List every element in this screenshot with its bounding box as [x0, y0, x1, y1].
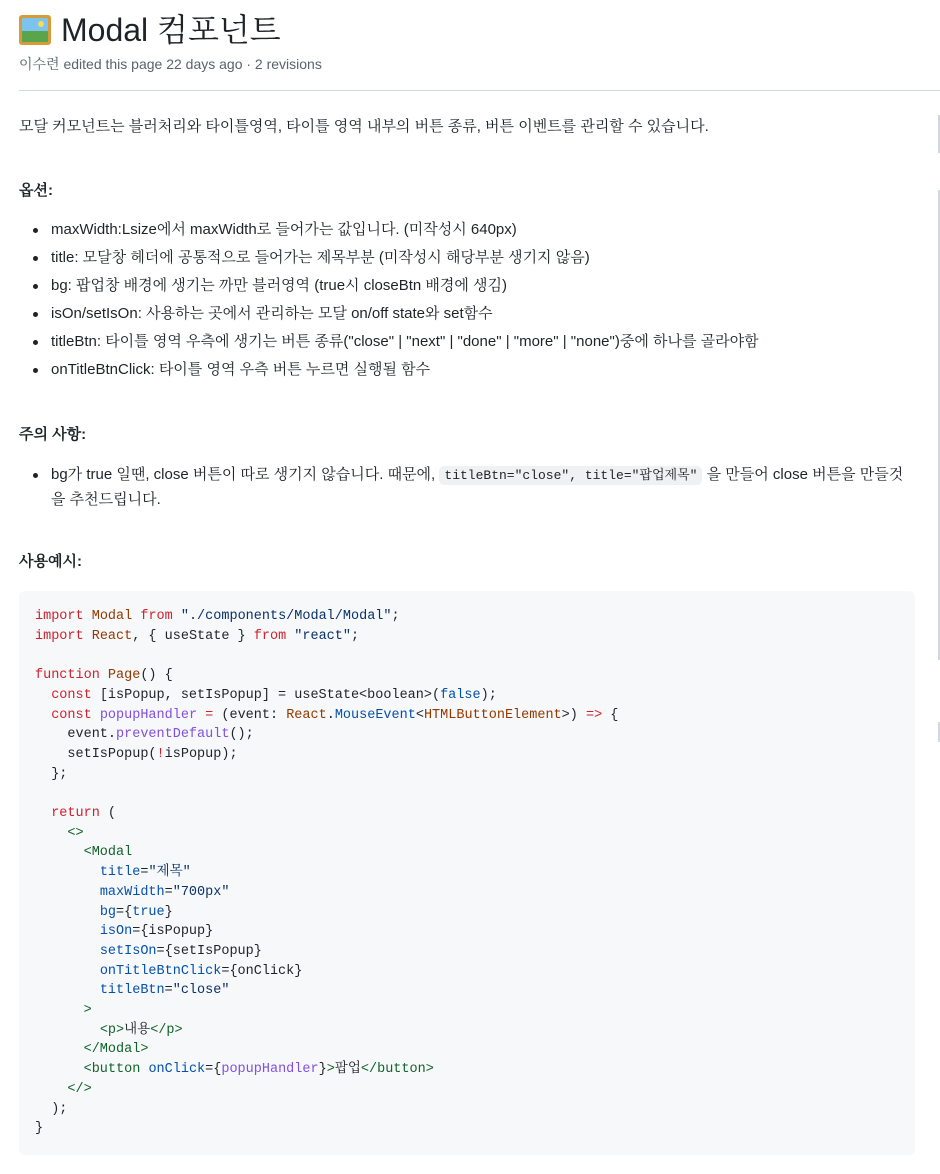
- list-item: isOn/setIsOn: 사용하는 곳에서 관리하는 모달 on/off state와 set함수: [19, 300, 909, 328]
- caution-heading: 주의 사항:: [19, 426, 87, 443]
- list-item: titleBtn: 타이틀 영역 우측에 생기는 버튼 종류("close" | "next" | "done" | "more" | "none")중에 하나를 골라야함: [19, 328, 909, 356]
- revision-meta[interactable]: 이수련 edited this page 22 days ago · 2 revisions: [19, 56, 322, 72]
- title-row: [19, 12, 281, 48]
- list-item: onTitleBtnClick: 타이틀 영역 우측 버튼 누르면 실행될 함수: [19, 356, 909, 384]
- code-block[interactable]: [19, 591, 915, 1155]
- caution-text-after: 을 만들어 close 버튼을 만들것을 추천드립니다.: [51, 466, 904, 508]
- intro-paragraph: 모달 커모넌트는 블러처리와 타이틀영역, 타이틀 영역 내부의 버튼 종류, 버튼 이벤트를 관리할 수 있습니다.: [19, 118, 709, 135]
- caution-item: [19, 463, 909, 512]
- options-heading: 옵션:: [19, 182, 53, 199]
- caution-text-before: bg가 true 일땐, close 버튼이 따로 생기지 않습니다. 때문에,: [51, 466, 440, 483]
- inline-code: titleBtn="close", title="팝업제목": [439, 466, 702, 485]
- code-content: import Modal from "./components/Modal/Modal"; import React, { useState } from "react"; function Page() { const [isPopup, setIsPopup] = useState<boolean>(false); const popupHandler = (event: React.MouseEvent<HTMLButtonElement>) => { event.preventDefault(); setIsPopup(!isPopup); }; return ( <> <Modal title="제목" maxWidth="700px" bg={true} isOn={isPopup} setIsOn={setIsPopup} onTitleBtnClick={onClick} titleBtn="close" > <p>내용</p> </Modal> <button onClick={popupHandler}>팝업</button> </> ); }: [35, 609, 619, 1137]
- options-list: [19, 216, 909, 384]
- list-item: maxWidth:Lsize에서 maxWidth로 들어가는 값입니다. (미작성시 640px): [19, 216, 909, 244]
- framed-picture-icon: [19, 15, 51, 45]
- page-title: Modal 컴포넌트: [61, 12, 281, 48]
- list-item: title: 모달창 헤더에 공통적으로 들어가는 제목부분 (미작성시 해당부분 생기지 않음): [19, 244, 909, 272]
- page-header: [19, 0, 940, 91]
- wiki-page: [19, 0, 940, 1137]
- example-heading: 사용예시:: [19, 553, 82, 570]
- list-item: bg: 팝업창 배경에 생기는 까만 블러영역 (true시 closeBtn 배경에 생김): [19, 272, 909, 300]
